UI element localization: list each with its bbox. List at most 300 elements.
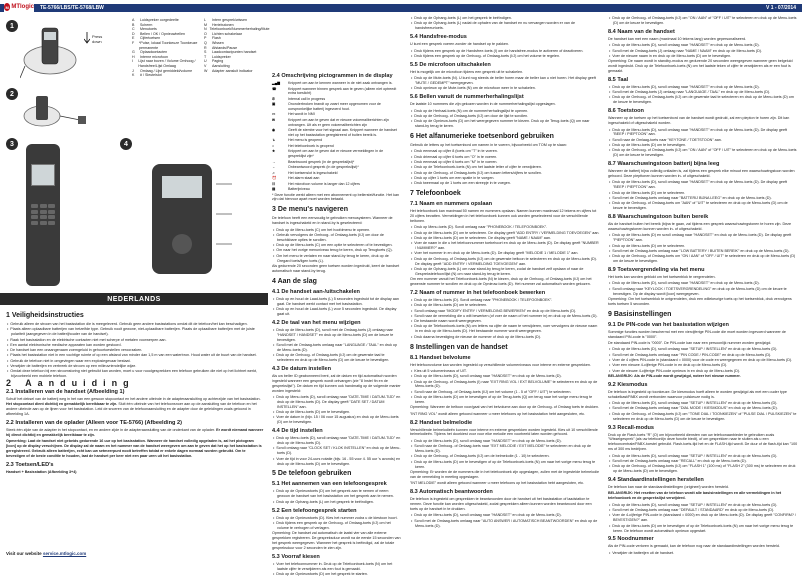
list-item: • Kies uit 5 volumeniveaus of UIT. [410, 369, 600, 374]
list-item: • Druk op de Menu-toets (D), scroll omlaag naar "HANDSET" en druk op de Menu-toets (D). [608, 281, 798, 286]
section-2-2-text: Steek één zijde van de adapter in het stopcontact, en en andere zijde in de adapteraansluiting van de onderkant van de oplader. Er wordt niemand wanneer hij direct dichtbij en gemakkelijk bereikbaar te zijn. [6, 427, 264, 437]
display-icon: ▭ [272, 112, 276, 117]
website-link[interactable]: service.mtlogic.com [42, 551, 87, 556]
list-item: • Voer de datum in (bijv. 15 / 06 voor 15 augustus) en druk op de Menu-toets (D) om te bevestigen. [272, 415, 402, 425]
icon-description-row [272, 112, 402, 117]
list-item: • Scroll naar de Omhoog- of Omlaag-toets (I/J) om het volume (1 - 5 of "OFF / UIT") te selecteren. [410, 390, 600, 395]
section-8-3-continued [608, 16, 798, 26]
list-item: • Druk op de Menu-toets (D), scroll omlaag naar "SETUP / INSTELLEN" en druk op de Menu-toets (D). [608, 347, 798, 352]
icons-note: * Deze functie werkt alleen met een abonnement op bellerstel/functie. Het kan zijn dat hiervoor apart moet worden betaald. [272, 192, 400, 202]
icon-description: Knippert om aan te geven dat er nieuwe voicemailberichten zijn ontvangen. Uit als er geen voicemailberichten zijn [288, 117, 389, 127]
icon-description-row [272, 81, 402, 86]
list-item: • Druk op de Opnieuwtoets (D) om het gesprek aan te nemen of neem gewoon de handset van het basisstation om het gesprek aan te nemen. [272, 489, 402, 499]
list-item: • Scroll met de Omlaag-toets omlaag naar "DEFAULT / STANDAARD" en druk op de Menu-toets (D). [608, 508, 798, 513]
figure-1 [20, 20, 80, 80]
legend-key: O [204, 31, 207, 36]
list-item: • Voer de nieuwe 4-cijferige PIN-code opnieuw in en druk op de Menu-toets (D). [608, 369, 798, 374]
section-9-4-list [608, 503, 798, 534]
section-8-2-list [410, 439, 600, 470]
icon-description-row [272, 102, 402, 111]
list-item: • Scroll met de Omlaag-toets omlaag naar "BATTERIJ BIJNA LEEG" en druk op de Menu-toets (D). [608, 196, 798, 201]
section-4-title: 4 Aan de slag [272, 277, 317, 285]
charging-note: Opmerking: Laat de handset niet gebeids gedurende 16 uur op het basisstation. Wanneer de handset volledig opgeladen is, zal het pictogram [icon] op de display verschijnen. De display zal de naam en het nummer van de handset weergeven om aan te geven dat het op het basisstation is geregistreerd. Gebruik alleen batterijen, echt kan uw setmeerpunt nooit betreffen totdat er enkele dagen normaal worden gebruikt. Om te bevestigen of de beste conditie te houden, laat de handset per keer niet een paar uren uit het basisstation. [6, 438, 262, 458]
section-8-7-text: Wanneer de batterij bijna volledig ontladen is, zal tijdens een gesprek elke minuut een waarschuwingstoon worden gehoord. Deze piepttonen kunnen worden in- of uitgeschakeld. [608, 169, 795, 179]
list-item: • Voer de nieuwe naam in en druk op de Menu-toets (D) om te bevestigen. [608, 54, 798, 59]
legend-row [132, 73, 202, 78]
section-3-title: 3 De menu's navigeren [272, 206, 348, 214]
section-4-3-list [272, 395, 402, 425]
list-item: • Druk tweemaal op de 1 toets om een streepje in te voegen. [410, 181, 600, 186]
section-6-list [410, 149, 600, 186]
display-icon: ☎ [272, 86, 277, 91]
section-8-6-text: Wanneer op de toetsen op het toetsenbord van de handset wordt gedrukt, zal een piepton te horen zijn. Dit kan ingeschakeld of uitgeschakeld worden. [608, 116, 790, 126]
section-9-1-list [608, 347, 798, 373]
section-4-4-title: 4.4 De tijd instellen [272, 428, 323, 435]
list-item: • Scroll omlaag naar "KEYLOCK / TOETSVERGRENDELING" en druk op de Menu-toets (D) om de keuze te bevestigen. Op de display wordt [icon] weergegeven. [608, 287, 798, 297]
list-item: • Scroll met de Omlaag-toets omlaag naar "DIAL MODE / KIESMODUS" en druk op de Menu-toets (D). [608, 406, 798, 411]
list-item: • Druk op de Menu-toets (D) om te bevestigen. [272, 410, 402, 415]
list-item: • Druk eenmaal op cijfer 6 toets om "M" in te voeren. [410, 160, 600, 165]
list-item: • Druk op de Menu-toets (D) om te bevestigen. [608, 143, 798, 148]
legend-key: D [132, 31, 135, 36]
legend-text: Heriebutonen [212, 22, 234, 27]
legend-key: P [204, 36, 207, 41]
section-8-5-list [608, 85, 798, 105]
section-9-2-list [608, 401, 798, 421]
logo-mark-icon: M [5, 4, 9, 10]
legend-text: Flash [212, 36, 221, 41]
list-item: • Om het menu te verlaten en naar stand-by terug te keren, druk op de Oregard toets/ligen toets (L). [272, 254, 402, 264]
section-9-1-note: De standaard PIN-code is "0000". De PIN-code kan naar een persoonlijk nummer worden gewijzigd. [608, 341, 772, 346]
list-item: • Voer de tijd in voor 24-uurs notatie (bijv. 16 - 55 voor 4. 55 uur 's avonds) en druk op de Menu-toets (D) om te bevestigen. [272, 457, 402, 467]
section-2-1-text: Schuif het deksel van de batterij weg in het van een gewoon stopcontact en het andere uiteinde in de adapteraansluiting op achterzijde van het basisstation. Het stopcontact dient dichtbij en gemakkelijk bereikbaar te zijn. Sluit één uiteinde van het telefoonsnoer aan op de aansluiting van de telefoon en het andere uiteinde aan op de lijnen voor het basisstation. Leid de snoeren van de telefoonaansluiting en de adapter door de geleidingen zoals getoond in afbeelding 1A. [6, 397, 261, 416]
legend-key: H [132, 54, 135, 59]
legend-text: Laadcontactpunten handset [212, 50, 257, 55]
legend-key: V [204, 63, 207, 68]
section-4-4-list [272, 436, 402, 466]
list-item: • Druk op de Menu-toets (D) en scroll omlaag naar "HANDSET" en druk op de Menu-toets (D). De display geeft "PIEPTOON" aan. [608, 233, 798, 243]
section-5-1-list [272, 489, 402, 504]
icon-description: Geeft de stembe voor het signaal aan. Knippert wanneer de handset niet op het basisstation geregistreerd of buiten bereik is. [288, 128, 397, 137]
section-5-5-text: Het is mogelijk om de microfoon tijdens een gesprek uit te schakelen. [410, 69, 524, 74]
list-item: • Scroll met de Omlaag-toets omlaag naar "AUTO ANSWER / AUTOMATISCH BEANTWOORDEN" en druk op de Menu-toets (D). [410, 519, 600, 529]
legend-key: Q [204, 40, 207, 45]
section-4-3-text: Als uw beller ID geabonneerd bent, zal de datum en tijd automatisch worden ingesteld wanneer een gesprek wordt ontvangen (zie "8 Instel fin en de gesprekslijst"). De datum en tijd kunnen ook handmatig op de volgende manier worden ingesteld: [272, 373, 401, 393]
section-7-1-note: Om een nummer vanuit het Telefoonboek-toets (N) te kiezen, druk op de Omhoog- of Omlaag-toets (I/J) om het gewenste nummer te scrollen en druk op de Opnieuw-toets (D). Het nummer zal automatisch worden gekozen. [410, 277, 592, 287]
list-item: • Scroll omlaag naar "CLOCK SET / KLOK INSTELLEN" en druk op de Menu-toets (D). [272, 446, 402, 456]
list-item: • Gebruik de telefoon niet in omgevingen waar een explosiegevaar bestaat. [6, 359, 264, 364]
section-9-1-warning: BELANGRIJK: Als de PIN-code wordt gewijzigd, noteer het nieuwe nummer. [608, 373, 741, 378]
legend-text: Bellen / OK / Opnieuwbellen [140, 31, 185, 36]
section-5-2-list [272, 516, 402, 531]
list-item: • Druk opnieuw op de Mute-toets (N) om de microfoon weer in te schakelen. [410, 86, 600, 91]
column-settings [608, 16, 798, 556]
legend-text: Luidspreker oorgedeelte [140, 18, 179, 22]
section-4-2-title: 4.2 De taal van het menu wijzigen [272, 319, 361, 326]
legend-key: T [204, 54, 207, 59]
section-4-3-title: 4.3 De datum instellen [272, 365, 332, 372]
section-8-1-note: Opmerking: Wanneer de beltoon voor/gaat van het belvolume aan door op de Omhoog- of Omlaag toets te drukken. [410, 405, 600, 410]
legend-key: E [132, 36, 135, 41]
list-item: • Druk op Menu-toets (D), scroll omlaag naar "DATE-TIME / DATUM-TIJD" en druk op de Menu-toets (D). [272, 436, 402, 446]
display-icon: ▣ [272, 102, 276, 107]
list-item: • Voer het nummer in en druk op de Menu-toets (D). De display geeft "MELODIE 1 / MELODIE 1" aan. [410, 251, 600, 256]
section-9-1-text: Sommige functies worden beschermd met een viercijferige PIN-code die moet worden ingevoerd wanneer de standaard PIN-code is "0000". [608, 329, 786, 339]
section-8-7-list [608, 180, 798, 211]
icon-description: Het menu is geopend [288, 138, 323, 143]
legend-text: Menutoets [140, 27, 157, 32]
icon-description-row [272, 128, 402, 137]
list-item: • Plaats alleen oplaadbare batterijen van hetzelfde type. Gebruik nooit gewone, niet-oplaadbare batterijen. Plaats de oplaadbare batterijen met de juiste polariteit (aangegeven in de batterijhouder van de handset). [6, 327, 264, 337]
list-item: • Druk op de Ophang-toets (L) om het gesprek te beëindigen. [410, 16, 600, 21]
icon-description: Ononderbroken brandt op zwart meer opgenomen voor de oorspronkelijke batterij ingevoerd hout. [288, 102, 381, 111]
list-item: • Druk op en houd de Laad-toets (L) 5 seconden ingedrukt tot de display aan gaat. De handset werkt contact met het basisstation. [272, 297, 402, 307]
icon-description: Knippert wanneer binnen gesprek aan te geven (alleen niet optreedt extra toeslicht) [288, 86, 397, 96]
base-station-drawing [20, 20, 80, 80]
section-1-list [6, 322, 264, 379]
icon-description: Batterijniveau [288, 187, 310, 192]
section-8-title: 8 Instellingen van de handset [410, 343, 508, 351]
section-2-3-subtitle: Handset + Basisstation (Afbeelding 3+4) [6, 469, 77, 474]
icon-description: Het telefoonboek is geopend [288, 143, 334, 148]
list-item: • Druk op de Menu-toets (D) om te selecteren. De display geeft "ADD ENTRY / VERMELDING TOEVOEGEN" aan. [410, 231, 600, 236]
list-item: • Een aantal elektronische medische apparaten kan worden gestoord. [6, 343, 264, 348]
list-item: • Om naar het vorige menuniveau terug te keren, druk op Terugtoets (Q). [272, 248, 402, 253]
footer [6, 551, 86, 556]
list-item: • Druk op de Menu-toets (D) om te bevestigen of op de Telefoonboek-toets (N) om naar het vorige menu terug te keren. [410, 460, 600, 470]
version-label: V 1 - 07/2014 [765, 5, 796, 11]
list-item: • Voer de 4 cijfers PIN-code in (standaard = 0000) voor de code en weergegeven en druk op de Menu-toets (D). [608, 358, 798, 363]
section-6-text: Gebruik de letters op het toetsenbord om namen in te voeren, bijvoorbeeld om TOM op te slaan: [410, 143, 567, 148]
list-item: • Druk op de Omhoog- of Omlaag-toets (I/J) om "ON / AAN" of "OFF / UIT" te selecteren en druk op de Menu-toets (D) om de keuze te bevestigen. [608, 16, 798, 26]
legend-key: R [204, 45, 207, 50]
header-bar [0, 4, 802, 12]
section-8-4-note: Opmerking: De naam wordt in standby-modus en gedurende 20 seconden weergegeven wanneer geen belgeluid wordt ingedrukt. Druk op de Telefoonboek-toets (N) om het laatste teken of cijfer te verwijderen als er een fout is gemaakt. [608, 59, 793, 73]
section-8-2-note: Opmerking: Er worden de de nummers die in het telefoonboek zijn opgeslagen, zullen met de ingestelde belmelodie van de vermelding in meeting opgeslagen. [410, 469, 599, 479]
icon-description-row [272, 97, 402, 102]
legend-key: L [204, 18, 206, 22]
icon-description: Het microfoon volume is langer dan 12 cijfers [288, 181, 360, 186]
section-8-2-text: Verschillende belmelodieën kunnen voor interne en externe gesprekken worden ingesteld. Kies uit 10 verschillende belmelodieën. Tijdens het doorkiest voor voor elke melodie een voorbeeld laten worden gehoord. [410, 427, 598, 437]
figure-4-number: 4 [120, 138, 132, 150]
list-item: • Druk op de Menu-toets (D) om te selecteren. De display geeft "NAME / NAAM" aan. [410, 236, 600, 241]
list-item: • Druk op de Ophang-toets (L) nadat de ophalen van de handset en nu vervangen worden er van de handsfreeurtoets. [410, 21, 600, 31]
figure-2-number: 2 [6, 88, 18, 100]
icon-description: Het alarm staat aan [288, 176, 320, 181]
list-item: • Scroll omlaag naar "MODIFY ENTRY / VERMELDING BEWERKEN" en druk op de Menu-toets (D). [410, 309, 600, 314]
section-5-title: 5 De telefoon gebruiken [272, 470, 352, 478]
section-5-3-continued [410, 16, 600, 31]
figure-3-handset [26, 144, 60, 286]
section-8-4-text: De handset kan met een naam (maximaal 10 tekens lang) worden gepersonaliseerd. [608, 36, 747, 41]
section-2-3-title: 2.3 Toetsen/LED's [6, 461, 54, 468]
legend-key: M [204, 22, 207, 27]
column-safety [6, 308, 264, 476]
section-7-2-list [410, 298, 600, 340]
list-item: • Gebruik vervolgens de Omhoog- of Omlaag-toets (I/J) om door de beschikbare opties te scrollen. [272, 233, 402, 243]
section-5-6-title: 5.6 Bellen vanuit de nummerherhalingslijst [410, 94, 524, 101]
legend-text: Luidspreker [212, 54, 231, 59]
section-8-2-title: 8.2 Handset belmelodie [410, 419, 473, 426]
legend-key: F [132, 40, 135, 45]
list-item: • Druk op de Omhoog- of Omlaag-toets (I/J) om de gewenste taal te selecteren en druk op de Menu-toets (D) om de keuze te bevestigen. [272, 353, 402, 363]
section-8-4-list [608, 43, 798, 59]
handset-screen [31, 164, 55, 186]
brand-logo [4, 1, 34, 13]
list-item: • Druk op de Menu-toets (D) om te selecteren. [608, 244, 798, 249]
legend-text: Cijfertoetsen [140, 36, 161, 41]
list-item: • Druk op de Menu-toets (D) om te bevestigen of op de Telefoonboek-toets (N) om naar het vorige menu terug te keren. De telefoon wordt automatisch opnieuw opgestart. [608, 524, 798, 534]
list-item: • Druk op de Opnieuwtoets (D). Kies het nummer zodra u de kiestoon hoort. [272, 516, 402, 521]
display-icon: ★ [272, 149, 276, 154]
section-2-1-title: 2.1 Installeren van de handset (Afbeelding 1) [6, 389, 125, 395]
list-item: • Druk op de Omhoog- of Omlaag-toets (I) naar "EXT RING VOL / EXT BELVOLUME" te selecteren en druk op de Menu-toets (D). [410, 380, 600, 390]
list-item: • Druk op de Omhoog- of Omlaag-toets (I/J) om de belmelodie (1 - 10) te selecteren. [410, 454, 600, 459]
figure-legend-left [132, 18, 202, 78]
section-8-1-title: 8.1 Handset belvolume [410, 354, 471, 361]
list-item: • Scroll met de Omlaag-toets omlaag naar "LOW BATTERY / BUITEN BEREIK" en druk op de Menu-toets (D). [608, 249, 798, 254]
legend-text: *Pulse, lokaal Toonkeuze Toonkeuze permanente [139, 40, 198, 50]
icon-description-row [272, 138, 402, 143]
icon-description: Beantwoord gesprek (in de gesprekslijst)* [288, 159, 355, 164]
legend-text: Intern gesprek/wissen [212, 18, 247, 22]
list-item: • Druk op de Menu-toets (D), scroll met de Omlaag-toets (J) omlaag naar "HANDSET / HANDSET" en druk op de Menu-toets (D) om de keuze te bevestigen. [272, 328, 402, 343]
icon-description: Het wordt in NMI [288, 112, 315, 117]
legend-key: C [132, 27, 135, 32]
list-item: • Druk op de Omhoog- of Omlaag-toets om "ON / AAN" of "OFF / UIT" te selecteren en druk op de Menu-toets (D) om de keuze te bevestigen. [608, 254, 798, 264]
section-9-2-title: 9.2 Kiesmodus [608, 381, 648, 388]
icon-description-row [272, 144, 402, 149]
list-item: • Druk op de Menu-toets (D), scroll omlaag naar "SETUP / INSTELLEN" en druk op de Menu-toets (D). [608, 401, 798, 406]
icon-description-row [272, 118, 402, 127]
legend-text: Aansluiting [212, 63, 230, 68]
list-item: • Druk driemaal op cijfer 6 toets om "O" in te voeren. [410, 155, 600, 160]
list-item: • Druk op Menu-toets (D). Scroll omlaag naar "PHONEBOOK / TELEFOONBOEK". [410, 225, 600, 230]
figure-1-number: 1 [6, 20, 18, 32]
legend-key: N [204, 27, 207, 32]
section-5-5-title: 5.5 De microfoon uitschakelen [410, 61, 491, 68]
list-item: • Voer een nieuwe 4-cijferige PIN-code in en druk op de Menu-toets (D). [608, 363, 798, 368]
list-item: • Scroll met de Omlaag-toets (J) omlaag naar "LANGUAGE / TAAL" en druk op de Menu-toets (D). [608, 90, 798, 95]
list-item: • Verwijder de batterijen en verbreek de stroom op een milieuvriendelijke wijze. [6, 364, 264, 369]
section-8-9-note: Opmerking: Om het toetsenblok te ontgrendelen, druk een willekeurige toets op het toetsenblok, druk vervolgens toets toetsen 5 seconden. [608, 296, 792, 306]
list-item: • Druk op de Menu-toets (D). Scroll omlaag naar "PHONEBOOK / TELEFOONBOEK". [410, 298, 600, 303]
section-8-8-text: Als de handset buiten het bereik (bijna te gaan, zal tijdens een gesprek waarschuwingstonen te horen zijn. Deze waarschuwingstonen kunnen worden in- of uitgeschakeld. [608, 222, 792, 231]
list-item: • Druk tijdens een gesprek op de Omhoog- of Omlaag-toets (I/J) om het volume te verhogen of verlagen. [272, 521, 402, 531]
display-icon: ▤ [272, 187, 276, 192]
list-item: • Scroll naar de Omhoog- of Omlaag-toets naar "EXT MELODIE / EXT MELODIE" te selecteren en druk op de Menu-toets (D). [410, 444, 600, 454]
section-9-4-text: De telefoon kan naar de standaardinstellingen (origineel) worden hersteld. [608, 485, 729, 490]
section-9-4-warning: BELANGRIJK: Het resetten van de telefoon wordt alle basisinstellingen en alle vermeldingen in het telefoonboek en de gesprekslijst verwijderd. [608, 491, 782, 501]
list-item: • Druk op de Omhoog- of Omlaag-toets om "AAN" of "UIT" te selecteren en druk op de Menu-toets (D) om de keuze te bevestigen. [608, 201, 798, 211]
list-item: • Voer het telefoonnummer in. Druk op de Telefoonboek-toets (N) om het laatste cijfer te verwijderen als een fout is gemaakt. [272, 562, 402, 572]
section-3-note: Als gedurende 20 seconden geen toetsen worden ingedrukt, keert de handset automatisch naar stand-by terug. [272, 263, 400, 273]
handset-keypad [31, 204, 55, 225]
section-8-4-title: 8.4 Naam van de handset [608, 28, 675, 35]
display-icon: ✆ [272, 96, 276, 101]
display-icon: → [272, 159, 276, 164]
section-8-2-note2: "INT MELODIE" wordt alleen getoond wanneer u meer telefoons op het basisstation hebt aangesloten, etc. [410, 481, 585, 486]
list-item: • Druk op de Menu-toets (D) om te selecteren. [410, 303, 600, 308]
list-item: • Scroll met de Omlaag-toets omlaag naar "LANGUAGE / TAAL" en druk op de Menu-toets (D). [272, 343, 402, 353]
icon-list [272, 81, 402, 192]
list-item: • Gebruik alleen de stroom van het basisstation die is meegeleverd. Gebruik geen andere basisstations omdat dit de telefoon/het kan beschadigen. [6, 322, 264, 327]
figure-4-base-drawing [136, 154, 236, 284]
legend-text: Interne microfoon [140, 54, 168, 59]
legend-text: # / Sleutelslot [140, 73, 162, 78]
legend-row [132, 59, 202, 68]
display-icon: ⏰ [272, 176, 277, 181]
display-icon: ▂▄▆ [272, 81, 281, 85]
section-8-1-text: Het telefoonvolume kan worden ingesteld op verschillende volumeniveaus voor interne en externe gesprekken. [410, 362, 592, 367]
list-item: • Verwijder de batterijen uit de handset. [608, 551, 798, 556]
section-2-4-title: 2.4 Omschrijving pictogrammen in de display [272, 73, 393, 79]
list-item: • Plaats het basisstation niet in een vochtige ruimte of op een afstand van minder dan 1,5 m van een waterbron. Houd water uit de buurt van de handset. [6, 353, 264, 358]
figure-legend-right [204, 18, 270, 73]
arrow-down-icon [84, 32, 90, 44]
section-5-5-list [410, 76, 600, 91]
section-8-7-title: 8.7 Waarschuwingstoon batterij bijna leeg [608, 161, 720, 168]
icon-description-row [272, 149, 402, 158]
legend-text: Adapter aansluit indicator [212, 68, 253, 73]
list-item: • Druk op de Omhoog- of Omlaag-toets (I/J) om de gewenste taal te selecteren en druk op de Menu-toets (D) om de keuze te bevestigen. [608, 95, 798, 105]
section-9-4-title: 9.4 Standaardinstellingen herstellen [608, 477, 704, 484]
list-item: • Druk op de Menu-toets (D), scroll omlaag naar "HANDSET" en druk op de Menu-toets (D). [410, 374, 600, 379]
section-9-5-text: Als de PIN-code verloren is gemaakt, kan de telefoon nog naar de standaardinstellingen worden hersteld. [608, 544, 780, 549]
legend-text: Wissen [212, 40, 224, 45]
list-item: • Druk op de Menu-toets (C) om een optie te selecteren of te bevestigen. [272, 243, 402, 248]
list-item: • Druk tijdens een gesprek op de Omhoog- of Omlaag-toets (I/J) om het volume te regelen. [410, 54, 600, 59]
section-1-title: 1 Veiligheidsinstructies [6, 312, 84, 319]
section-4-2-list [272, 328, 402, 363]
list-item: • Scroll naar de vermelding die u wilt bewerken (of voer de naam of het nummer in) en druk op de Menu-toets (D). [410, 314, 600, 319]
icon-description: Het toetsenslot is ingeschakeld [288, 170, 338, 175]
icon-description-row [272, 87, 402, 96]
list-item: • Druk op de Menu-toets (D), scroll omlaag naar "SETUP / INSTELLEN" en druk op de Menu-toets (D). [608, 503, 798, 508]
display-icon: ✉ [272, 117, 276, 122]
list-item: • Druk op Menu-toets (D), scroll omlaag naar "DATE-TIME / DATUM-TIJD" en druk op de Menu-toets (D). De display geeft "DATE SET / DATUM INSTELLEN" aan. [272, 395, 402, 410]
icon-description: Knippert om aan te geven dat er nieuwe vermeldingen in de gespreklijst zijn* [288, 149, 384, 159]
section-9-1-title: 9.1 De PIN-code van het basisstation wijzigen [608, 321, 729, 328]
list-item: • Druk daarna bevestiging de nieuwe de nummer of druk op de Menu-toets (D). [410, 335, 600, 340]
figure-2-charger-drawing [20, 90, 90, 130]
legend-key: W [204, 68, 208, 73]
list-item: • Scroll naar de Omlaag-toets naar "KEYTONE / TOETSTOON" aan. [608, 138, 798, 143]
section-9-title: 9 Basisinstellingen [608, 310, 672, 318]
legend-text: Omlaag / Lijst gemiddeld/volume [140, 68, 193, 73]
legend-text: Lijst naar boven / Volume Omhoog / Handsfree/Lijst Omlaag [138, 59, 196, 68]
display-icon: ◉ [272, 128, 276, 133]
icon-description-row [272, 165, 402, 170]
list-item: • Druk op de Menu-toets (D), scroll omlaag naar "HANDSET" en druk op de Menu-toets (D). De display geeft "BEEP / PIEPTOON" aan. [608, 180, 798, 190]
section-5-4-title: 5.4 Handsfree-modus [410, 34, 467, 41]
legend-text: Oplaadcontacten [140, 50, 168, 55]
list-item: • Druk op de Menu-toets (D), scroll omlaag naar "HANDSET" en druk op de Menu-toets (D). [608, 43, 798, 48]
list-item: • Druk op de Omhoog- of Omlaag-toets (I/J) om "ON / AAN" of "OFF / UIT" te selecteren en druk op de Menu-toets (D) om de keuze te bevestigen. [608, 148, 798, 158]
section-7-title: 7 Telefoonboek [410, 190, 461, 198]
section-5-3-list [272, 562, 402, 577]
section-5-2-text: Opmerking: De handset zal automatisch de laatst vier van alle externe gesprekken registreren. De gespreksduur wordt na de eerste 15 seconden van het gesprek weergegeven. Wanneer het gesprek is beëindigd, zal de totale gespreksduur voor 2 seconden te zien zijn. [272, 531, 401, 550]
list-item: • Druk op de Menu-toets (D), scroll omlaag naar "HANDSET" en druk op de Menu-toets (D). [608, 85, 798, 90]
section-5-6-text: De laatste 10 nummers die zijn gekozen worden in de nummerherhalingslijst opgeslagen. [410, 102, 556, 107]
display-icon: ☷ [272, 181, 276, 186]
section-7-1-list [410, 225, 600, 276]
list-item: • Druk op de Telefoonboek-toets (N) om het laatste letter of cijfer te verwijderen. [410, 165, 600, 170]
section-8-1-note2: "INT RING VOL" wordt alleen getoond wanneer u meer telefoons op het basisstation hebt aangesloten, etc. [410, 411, 586, 416]
list-item: • Druk op de Menu-toets (D), scroll omlaag naar "HANDSET" en druk op de Menu-toets (D). [410, 513, 600, 518]
section-8-5-title: 8.5 Taal [608, 76, 629, 83]
list-item: • Voer de 4-cijferige PIN-code in (standaard = 0000) en druk op de Menu-toets (D). De display geeft "CONFIRM? / BEVESTIGEN?" aan. [608, 513, 798, 523]
list-item: • Druk tijdens een gesprek op de Handsfree-toets (I) om de handsfree-modus te activeren of deactiveren. [410, 49, 600, 54]
list-item: • Druk op de Menu-toets (D), scroll omlaag naar "HANDSET" en druk op de Menu-toets (D). [410, 439, 600, 444]
icon-description-row [272, 187, 402, 192]
icon-description: Onbeantwoord gesprek (in de gesprekslijst)* [288, 165, 359, 170]
legend-text: Telefoonboek/Nummerherhaling/Mute [209, 27, 270, 32]
list-item: • Druk op de Omhoog- of Omlaag-toets (I/J) om "FLASH 1" (100 ms) of "FLASH 2" (300 ms) te selecteren en druk op de Menu-toets (D) om te bevestigen. [608, 464, 798, 474]
icon-description-row [272, 176, 402, 181]
icon-description-row [272, 182, 402, 187]
list-item: • Scroll met de Omlaag-toets omlaag naar "RECALL" en druk op de Menu-toets (D). [608, 459, 798, 464]
section-7-1-text: Het telefoonboek kan maximaal 50 namen en nummers opslaan. Namen kunnen maximaal 12 tekens en cijfers tot 20 cijfers bevatten. Vermeldingen in het telefoonboek kunnen ook worden geselecteerd voor de verschillende beltonen. [410, 209, 597, 223]
section-8-9-list [608, 281, 798, 296]
column-icons-menu [272, 70, 402, 577]
section-3-list [272, 228, 402, 264]
list-item: • Druk op de Ophang-toets (L) om het gesprek te beëindigen. [272, 500, 402, 505]
footer-label: Visit our website [6, 551, 43, 556]
list-item: • Druk op de Menu-toets (D), scroll omlaag naar "HANDSET" en druk op de Menu-toets (D). De display geeft "BEEP / PIEPTOON" aan. [608, 128, 798, 138]
legend-key: S [204, 50, 207, 55]
list-item: • De bestaande naam wordt weergegeven. [410, 319, 600, 324]
section-8-3-list [410, 513, 600, 528]
legend-key: B [132, 22, 135, 27]
section-9-2-text: De telefoon is ingesteld op toonkeuze. De kiesmodus hoeft alleen te worden gewijzigd als met een ouder type schakelkast/PABX wordt verbonden waarvoor pulskeuze nodig is. [608, 389, 787, 399]
section-7-2-title: 7.2 Naam of nummer in het telefoonboek bewerken [410, 289, 546, 296]
list-item: • Druk op cijfer 1 toets om een spatie in te voegen. [410, 176, 600, 181]
section-8-1-list [410, 369, 600, 405]
icon-description: Knippert om aan te kennen wanneer in de niet zaak ontvangen is. [288, 81, 393, 85]
list-item: • Druk op de Mute-toets (N). U kunt nog steeds de beller horen maar de beller kan u niet horen. Het display geeft "MUTE / GEDEMPT" weergegeven. [410, 76, 600, 86]
section-9-3-title: 9.3 Recall-modus [608, 424, 655, 431]
section-6-title: 6 Het alfanumerieke toetsenbord gebruiken [410, 133, 554, 141]
list-item: • Omdat deze telefoon bij een stroomstoring niet gebruikt kan worden, moet u voor noodgesprekken een telefoon gebruiken die niet op het lichtnet werkt, bijvoorbeeld een mobiele telefoon. [6, 369, 264, 379]
legend-key: G [132, 50, 135, 55]
list-item: • Voer de naam in die u het telefoonnummer toebehoort en druk op de Menu-toets (D). De display geeft "NUMBER / NUMMER?" aan. [410, 241, 600, 251]
press-down-label: Press down [92, 34, 103, 44]
list-item: • Raak het basisstation en de elektrische contacten niet met scherpe of metalen voorwerpen aan. [6, 338, 264, 343]
section-8-3-text: De telefoon is ingesteld om gesprekken te beantwoorden door de handset uit het basisstation of laadstation te nemen. Deze functie kan worden uitgeschakeld, zodat gesprekken alleen kunnen worden beantwoord door een toets op de handset in te drukken. [410, 497, 592, 511]
legend-text: Afstands/Pause [212, 45, 238, 50]
list-item: • Druk op de Menu-toets (D), scroll omlaag naar "SETUP / INSTELLEN" en druk op de Menu-toets (D). [608, 454, 798, 459]
section-8-8-title: 8.8 Waarschuwingstoon buiten bereik [608, 214, 709, 221]
list-item: • Druk eenmaal op cijfer 8 (toets om "T" in te voeren. [410, 149, 600, 154]
list-item: • Druk op de Telefoonboek-toets (N) om letters na cijfer de naam te verwijderen, voer vervolgens de nieuwe naam in en druk op de Menu-toets (D). Het bestaande nummer wordt weergegeven. [410, 324, 600, 334]
section-2-title: 2 Aanduiding [6, 378, 135, 389]
list-item: • De handset kan een onaangenaam zoemgeluid in gehoortoestellen veroorzaken. [6, 348, 264, 353]
section-7-1-title: 7.1 Naam en nummers opslaan [410, 201, 493, 208]
legend-key: A [132, 18, 135, 22]
display-icon: ← [272, 165, 276, 170]
legend-key: J [132, 68, 134, 73]
list-item: • Druk op de Opnieuw-toets (D) om het weergegeven nummer te kiezen. Druk op de Terug-toets (Q) om naar stand-by terug te keren. [410, 119, 600, 129]
figure-area [0, 14, 268, 292]
section-8-6-list [608, 128, 798, 159]
section-5-1-title: 5.1 Het aannemen van een telefoongesprek [272, 481, 387, 488]
section-8-9-text: Het toets kan worden geblokt om het toetsenblok te vergrendelen. [608, 275, 716, 279]
list-item: • Druk op de Herhaal-toets (N) om de nummerherhalingslijst te openen. [410, 109, 600, 114]
section-3-text: De telefoon heeft een eenvoudig te gebruiken menusysteem. Wanneer de handset is ingeschakeld en in stand-by is geselecteerd: [272, 216, 393, 226]
display-icon: ↴ [272, 138, 276, 143]
list-item: • Scroll met de Omlaag-toets omlaag naar "PIN CODE / PIN-CODE" en druk op de Menu-toets (D). [608, 353, 798, 358]
